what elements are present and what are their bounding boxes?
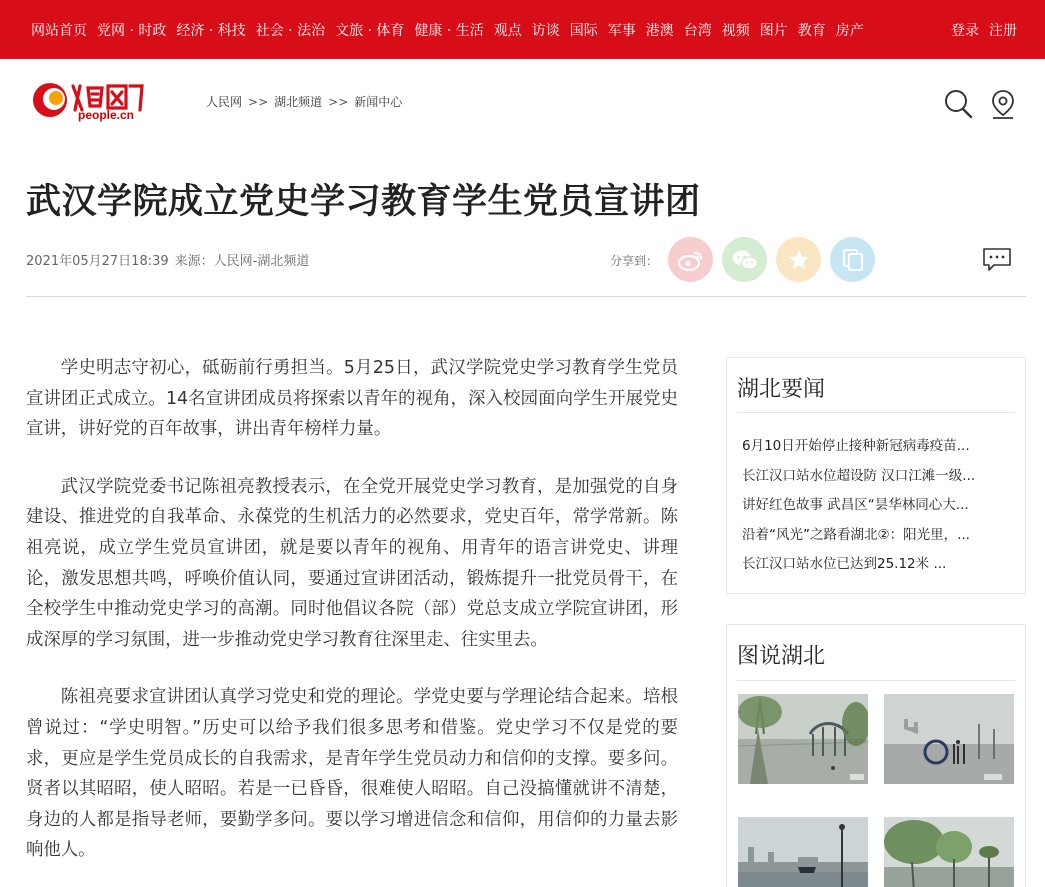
section-divider bbox=[737, 412, 1015, 413]
nav-item-interview[interactable]: 访谈 bbox=[531, 23, 560, 39]
nav-item-economy[interactable]: 经济 · 科技 bbox=[176, 23, 246, 39]
nav-item-realestate[interactable]: 房产 bbox=[835, 23, 864, 39]
article-meta bbox=[26, 250, 309, 269]
photo-riverside-sculpture[interactable] bbox=[884, 694, 1014, 784]
nav-item-video[interactable]: 视频 bbox=[721, 23, 750, 39]
nav-item-health[interactable]: 健康 · 生活 bbox=[414, 23, 484, 39]
nav-item-society[interactable]: 社会 · 法治 bbox=[255, 23, 326, 39]
weibo-icon bbox=[678, 249, 704, 271]
breadcrumb-people[interactable]: 人民网 bbox=[206, 95, 243, 109]
nav-item-politics[interactable]: 党网 · 时政 bbox=[97, 23, 167, 39]
hubei-news-title: 湖北要闻 bbox=[737, 377, 826, 402]
hubei-pictures-title: 图说湖北 bbox=[737, 644, 826, 669]
section-divider bbox=[737, 680, 1015, 681]
photo-city-skyline-flood[interactable] bbox=[738, 817, 868, 887]
news-link[interactable]: 长江汉口站水位已达到25.12米 ... bbox=[742, 556, 947, 572]
nav-item-international[interactable]: 国际 bbox=[569, 23, 598, 39]
search-icon[interactable] bbox=[943, 88, 973, 120]
breadcrumb bbox=[206, 93, 402, 110]
nav-item-pictures[interactable]: 图片 bbox=[759, 23, 788, 39]
news-link[interactable]: 6月10日开始停止接种新冠病毒疫苗... bbox=[742, 438, 970, 454]
nav-item-opinion[interactable]: 观点 bbox=[493, 23, 522, 39]
login-link[interactable]: 登录 bbox=[951, 23, 979, 39]
news-link[interactable]: 讲好红色故事 武昌区“昙华林同心大... bbox=[742, 497, 969, 513]
share-qzone-button[interactable] bbox=[776, 237, 821, 282]
nav-item-home[interactable]: 网站首页 bbox=[31, 23, 87, 39]
article-paragraph: 武汉学院党委书记陈祖亮教授表示，在全党开展党史学习教育，是加强党的自身建设、推进党的自我革命、永葆党的生机活力的必然要求，党史百年，常学常新。陈祖亮说，成立学生党员宣讲团，就是要以青年的视角、用青年的语言讲党史、讲理论，激发思想共鸣，呼唤价值认同，要通过宣讲团活动，锻炼提升一批党员骨干，在全校学生中推动党史学习的高潮。同时他倡议各院（部）党总支成立学院宣讲团，形成深厚的学习氛围，进一步推动党史学习教育往深里走、往实里去。 bbox=[26, 476, 678, 650]
copy-icon bbox=[842, 248, 864, 272]
nav-item-taiwan[interactable]: 台湾 bbox=[683, 23, 712, 39]
nav-item-military[interactable]: 军事 bbox=[607, 23, 636, 39]
title-divider bbox=[26, 296, 1026, 297]
nav-item-culture[interactable]: 文旅 · 体育 bbox=[335, 23, 405, 39]
top-nav-bar bbox=[0, 0, 1045, 59]
copy-link-button[interactable] bbox=[830, 237, 875, 282]
star-icon bbox=[787, 248, 811, 272]
article-source: 来源：人民网-湖北频道 bbox=[174, 254, 310, 269]
photo-willow-trees-riverbank[interactable] bbox=[884, 817, 1014, 887]
article-paragraph: 陈祖亮要求宣讲团认真学习党史和党的理论。学党史要与学理论结合起来。培根曾说过：“学史明智。”历史可以给予我们很多思考和借鉴。党史学习不仅是党的要求，更应是学生党员成长的自我需求，是青年学生党员动力和信仰的支撑。要多问。贤者以其昭昭，使人昭昭。若是一已昏昏，很难使人昭昭。自己没搞懂就讲不清楚，身边的人都是指导老师，要勤学多问。要以学习增进信念和信仰，用信仰的力量去影响他人。 bbox=[26, 687, 678, 861]
share-weibo-button[interactable] bbox=[668, 237, 713, 282]
publish-datetime: 2021年05月27日18:39 bbox=[26, 254, 169, 269]
breadcrumb-hubei[interactable]: 湖北频道 bbox=[274, 95, 323, 109]
hubei-news-list bbox=[742, 432, 975, 580]
news-link[interactable]: 沿着“风光”之路看湖北②：阳光里，... bbox=[742, 526, 970, 543]
wechat-icon bbox=[731, 249, 759, 271]
channel-nav bbox=[31, 20, 864, 40]
breadcrumb-news-center[interactable]: 新闻中心 bbox=[354, 95, 403, 109]
hubei-pictures-box bbox=[726, 624, 1026, 887]
auth-links bbox=[951, 20, 1017, 40]
news-link[interactable]: 长江汉口站水位超设防 汉口江滩一级... bbox=[742, 467, 976, 484]
logo-domain: people.cn bbox=[78, 108, 135, 122]
location-icon[interactable] bbox=[988, 88, 1018, 120]
share-wechat-button[interactable] bbox=[722, 237, 767, 282]
breadcrumb-separator: >> bbox=[328, 95, 349, 109]
nav-item-education[interactable]: 教育 bbox=[797, 23, 826, 39]
breadcrumb-separator: >> bbox=[248, 95, 269, 109]
hubei-news-box bbox=[726, 357, 1026, 594]
comment-icon[interactable] bbox=[982, 247, 1012, 272]
nav-item-hk-macao[interactable]: 港澳 bbox=[645, 23, 674, 39]
register-link[interactable]: 注册 bbox=[989, 23, 1017, 39]
article-paragraph: 学史明志守初心，砥砺前行勇担当。5月25日，武汉学院党史学习教育学生党员宣讲团正式成立。14名宣讲团成员将探索以青年的视角，深入校园面向学生开展党史宣讲，讲好党的百年故事，讲出青年榜样力量。 bbox=[26, 358, 678, 440]
article-title: 武汉学院成立党史学习教育学生党员宣讲团 bbox=[26, 182, 701, 222]
share-label: 分享到： bbox=[610, 254, 659, 268]
article-body bbox=[26, 353, 678, 887]
photo-flooded-riverbank-tree[interactable] bbox=[738, 694, 868, 784]
